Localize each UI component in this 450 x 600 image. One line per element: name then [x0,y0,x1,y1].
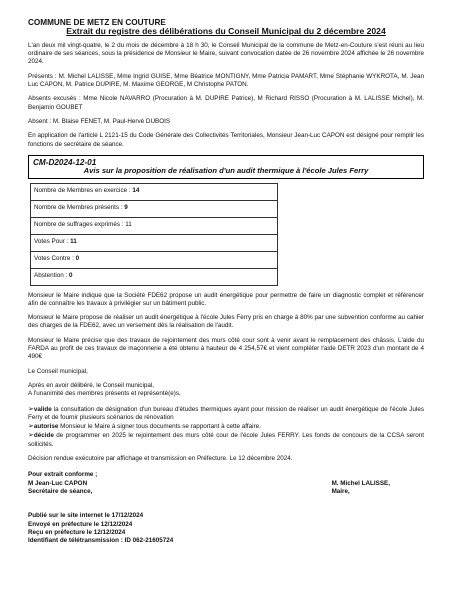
document-title: Extrait du registre des délibérations du Conseil Municipal du 2 décembre 2024 [66,26,386,37]
table-row [31,251,278,268]
publication-line: Reçu en préfecture le 12/12/2024 [28,528,126,536]
vote-value: 14 [132,187,140,195]
decision-text: Monsieur le Maire à signer tous documents se rapportant à cette affaire. [58,423,261,431]
publication-line: Envoyé en préfecture le 12/12/2024 [28,520,133,528]
table-row [31,183,278,200]
vote-cell [31,251,278,268]
deliberation-header-box [28,155,424,179]
commune-name: COMMUNE DE METZ EN COUTURE [28,18,166,27]
decisions-list [28,405,424,449]
vote-cell [31,268,278,285]
mayor-role: Maire, [331,487,350,495]
vote-label: Nombre de Membres en exercice : [34,187,133,195]
signatures-block [28,480,424,497]
arrow-bullet-icon: ➢ [28,423,34,431]
votes-table [30,183,278,286]
decision-item [28,422,424,431]
publication-line: Publié sur le site internet le 17/12/2024 [28,512,144,520]
vote-label: Nombre de Membres présents : [34,204,125,212]
table-row [31,234,278,251]
body-paragraph-5: Après en avoir délibéré, le Conseil municipal, [28,381,155,389]
secretary-role: Secrétaire de séance, [28,487,93,495]
vote-cell [31,200,278,217]
presents-paragraph: Présents : M. Michel LALISSE, Mme Ingrid GUISE, Mme Béatrice MONTIGNY, Mme Patricia PAMART, Mme Stéphanie WYKROTA, M. Jean Luc CAPON, M. Patrice DUPIRE, M. Maxime GEORGE, M Christophe PATON. [28,72,424,89]
mayor-signature [332,480,390,497]
vote-value: 0 [69,272,73,280]
arrow-bullet-icon: ➢ [28,405,34,413]
body-paragraph-2: Monsieur le Maire propose de réaliser un audit énergétique à l'école Jules Ferry pris en charge à 80% par une subvention conforme au cahier des charges de la FDE62, avec un versement dès la réalisation de l'audit. [28,314,424,330]
absents-excuses-paragraph: Absents excusés : Mme Nicole NAVARRO (Procuration à M. DUPIRE Patrice), M Richard RISSO (Procuration à M. LALISSE Michel), M. Benjamin GOUBET [28,95,424,111]
vote-value: 9 [124,204,128,212]
body-paragraph-6: A l'unanimité des membres présents et représenté(e)s, [28,390,181,398]
secretary-signature [28,480,92,497]
mayor-name: M. Michel LALISSE, [331,479,390,487]
deliberation-code: CM-D2024-12-01 [33,157,97,167]
deliberation-subject: Avis sur la proposition de réalisation d'un audit thermique à l'école Jules Ferry [83,165,369,175]
publication-line: Identifiant de télétransmission : ID 062-21605724 [28,537,174,545]
vote-label: Nombre de suffrages exprimés : [34,221,126,229]
vote-value: 0 [75,255,80,263]
arrow-bullet-icon: ➢ [28,432,34,440]
vote-value: 11 [125,221,132,229]
intro-paragraph: L'an deux mil vingt-quatre, le 2 du mois de décembre à 18 h 30, le Conseil Municipal de la commune de Metz-en-Couture s'est réuni au lieu ordinaire de ses séances, sous la présidence de Monsieur le Maire, suivant convocation datée de 26 novembre 2024 affichée le 26 novembre 2024. [28,41,424,66]
decision-item [28,431,424,449]
decision-text: de programmer en 2025 le rejointement des murs côté cour de l'école Jules FERRY. Les fonds de concours de la CCSA seront sollicités. [28,432,424,448]
document-page [28,18,424,545]
secretary-name: M Jean-Luc CAPON [28,479,88,487]
vote-cell [31,217,278,234]
publication-block [28,512,424,545]
vote-label: Abstention : [34,272,70,280]
decision-verb: valide [33,405,52,413]
vote-value: 11 [70,238,77,246]
vote-cell [31,183,278,200]
decision-verb: décide [33,432,54,440]
vote-label: Votes Contre : [34,255,76,263]
secretaire-paragraph: En application de l'article L 2121-15 du Code Générale des Collectivités Territoriales, Monsieur Jean-Luc CAPON est désigné pour remplir les fonctions de secrétaire de séance. [28,132,424,148]
table-row [31,217,278,234]
pour-extrait-label: Pour extrait conforme ; [28,471,98,479]
decision-verb: autorise [33,423,59,431]
vote-label: Votes Pour : [34,238,71,246]
table-row [31,268,278,285]
body-paragraph-3: Monsieur le Maire précise que des travaux de rejointement des murs côté cour sont à venir avant le remplacement des châssis. L'aide du FARDA au profit de ces travaux de maçonnerie a été obtenu à hauteur de 4 254,57€ et vient compléter l'aide DETR 2023 d'un montant de 4 490€ [28,336,424,361]
body-paragraph-4: Le Conseil municipal, [28,367,88,375]
execution-paragraph: Décision rendue exécutoire par affichage et transmission en Préfecture. Le 12 décembre 2024. [28,455,293,463]
absent-paragraph: Absent : M. Blaise FENET, M. Paul-Hervé DUBOIS [28,117,171,125]
body-paragraph-1: Monsieur le Maire indique que la Société FDE62 propose un audit énergétique pour permettre de faire un diagnostic complet et référencer afin de connaître les travaux à privilégier sur un bâtiment public. [28,291,424,307]
decision-item [28,405,424,423]
vote-cell [31,234,278,251]
table-row [31,200,278,217]
decision-text: la consultation de désignation d'un bureau d'études thermiques ayant pour mission de réaliser un audit énergétique de l'école Jules Ferry et de fournir plusieurs scénarios de rénovation [28,405,424,421]
